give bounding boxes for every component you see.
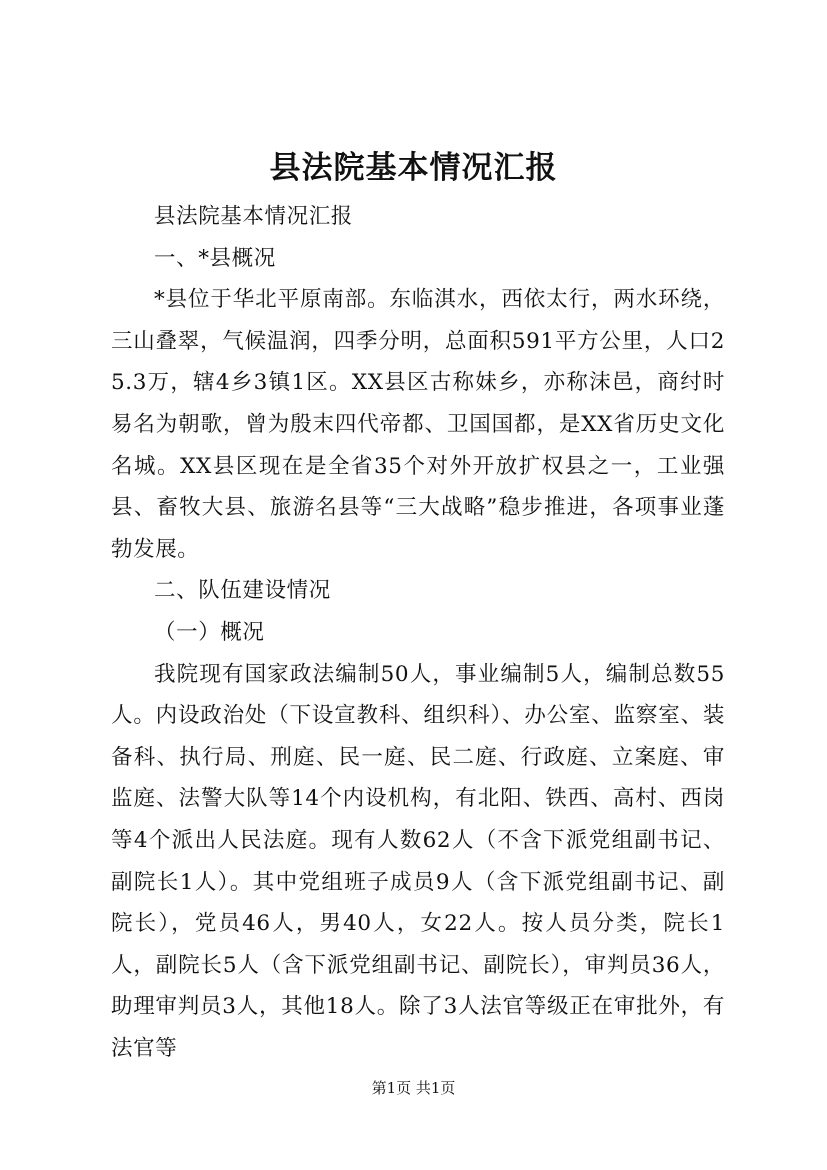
document-title: 县法院基本情况汇报 bbox=[269, 150, 558, 186]
subsection-heading-summary: （一）概况 bbox=[154, 619, 265, 645]
section-heading-team: 二、队伍建设情况 bbox=[154, 578, 331, 604]
paragraph-court-staffing: 我院现有国家政法编制50人，事业编制5人，编制总数55人。内设政治处（下设宣教科、组织科）、办公室、监察室、装备科、执行局、刑庭、民一庭、民二庭、行政庭、立案庭、审监庭、法警大队等14个内设机构，有北阳、铁西、高村、西岗等4个派出人民法庭。现有人数62人（不含下派党组副书记、副院长1人）。其中党组班子成员9人（含下派党组副书记、副院长），党员46人，男40人，女22人。按人员分类，院长1人，副院长5人（含下派党组副书记、副院长），审判员36人，助理审判员3人，其他18人。除了3人法官等级正在审批外，有法官等 bbox=[111, 661, 725, 1061]
paragraph-subtitle: 县法院基本情况汇报 bbox=[154, 204, 353, 229]
page-footer: 第1页 共1页 bbox=[371, 1079, 456, 1097]
document-body bbox=[111, 196, 725, 1069]
paragraph-county-overview: *县位于华北平原南部。东临淇水，西依太行，两水环绕，三山叠翠，气候温润，四季分明，总面积591平方公里，人口25.3万，辖4乡3镇1区。XX县区古称妹乡，亦称沫邑，商纣时易名为朝歌，曾为殷末四代帝都、卫国国都，是XX省历史文化名城。XX县区现在是全省35个对外开放扩权县之一，工业强县、畜牧大县、旅游名县等“三大战略”稳步推进，各项事业蓬勃发展。 bbox=[111, 287, 725, 562]
section-heading-overview: 一、*县概况 bbox=[154, 245, 276, 271]
